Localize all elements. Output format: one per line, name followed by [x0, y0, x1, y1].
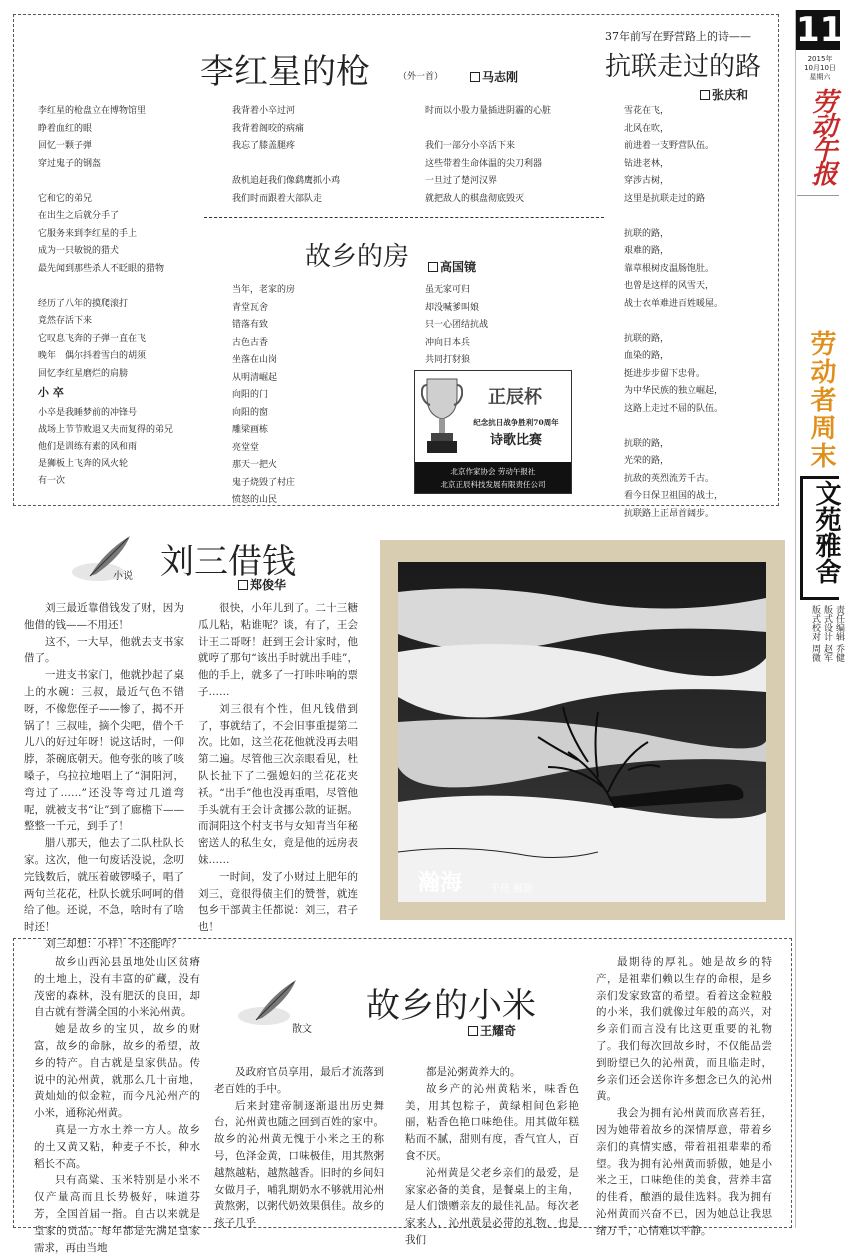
contest-badge: [414, 370, 572, 494]
poem3-column-2: 虽无家可归 却没喊爹叫娘 只一心团结抗战 冲向日本兵 共同打豺狼: [425, 285, 489, 365]
contest-organizers: 北京作家协会 劳动午报社 北京正辰科技发展有限责任公司: [415, 462, 571, 493]
story-column-1: 刘三最近靠借钱发了财，因为他借的钱——不用还！ 这不，一大早，他就去支书家借了。 一进支书家门，他就抄起了桌上的水碗：三叔，最近气色不错呀，不像您侄子——惨了，揭不开锅了！三叔哇，摘个尖吧，借个千儿八的好过年呀！说这话时，一仰脖，茶碗底朝天。他夸张的咳了咳嗓子，乌拉拉地唱上了“洞阳河，弯过了……”还没等弯过几道弯呢，就被支书“让”到了廊檐下——整整一千元，到手了！ 腊八那天，他去了二队杜队长家。这次，他一句废话没说，念叨完钱数后，就压着破锣嗓子，唱了两句兰花花，杜队长就乐呵呵的借给了他。还说，不急，啥时有了啥时还！ 刘三却想：小样！不还能咋？: [24, 602, 184, 950]
story-title: 刘三借钱: [160, 542, 296, 582]
poem1-sub-column: 小卒是我睡梦前的冲锋号 战场上节节败退又夫而复得的弟兄 他们是训练有素的风和雨 是狮板上飞奔的风火轮 有一次: [38, 408, 174, 486]
section-name: 文苑雅舍: [811, 480, 841, 584]
poem3-column-1: 当年，老家的房 青堂瓦舍 错落有致 古色古香 坐落在山岗 从明清崛起 向阳的门 向阳的窗 雕梁画栋 亮堂堂 那天一把火 鬼子烧毁了村庄 愤怒的山民: [232, 285, 296, 505]
essay-column-3: 都是沁粥黄养大的。 故乡产的沁州黄粘米，味香色美，用其包粽子，黄绿相间色彩艳丽，粘香色艳口味绝佳。用其做年糕粘而不腻，甜则有度，香气宜人，百食不厌。 沁州黄是父老乡亲们的最爱，是家家必备的美食，是餐桌上的主角，是人们馈赠亲友的最佳礼品。每次老家来人，沁州黄是必带的礼物，也是我们: [405, 1066, 579, 1246]
poem3-title: 故乡的房: [305, 242, 410, 272]
essay-title: 故乡的小米: [366, 986, 536, 1026]
poem2-kicker: 37年前写在野营路上的诗——: [605, 30, 751, 43]
poem1-title: 李红星的枪: [200, 52, 370, 92]
poem1-subtitle: （外一首）: [398, 72, 444, 82]
contest-name: 正辰杯: [488, 387, 542, 408]
essay-column-2: 及政府官员享用，最后才流落到老百姓的手中。 后来封建帝制逐渐退出历史舞台，沁州黄也随之回到百姓的家中。故乡的沁州黄无愧于小米之王的称号，色泽金黄，口味极佳，用其熬粥越熬越粘，越熬越香。旧时的乡间妇女做月子，哺乳期奶水不够就用沁州黄熬粥，以粥代奶效果俱佳。故乡的孩子几乎: [214, 1066, 384, 1230]
staff-editor: 责任编辑 乔健: [834, 605, 844, 662]
page-number: 11: [796, 10, 844, 50]
photo-credit: 于佳 摄影: [490, 884, 534, 895]
poem2-author: 张庆和: [700, 86, 748, 103]
contest-line1: 纪念抗日战争胜利70周年: [473, 418, 559, 427]
poetry-divider: [204, 217, 604, 218]
paper-logo: 劳动午报: [807, 88, 837, 184]
issue-date: 2015年 10月10日 星期六: [804, 55, 836, 81]
poem1-sub-title: 小 卒: [38, 386, 64, 399]
essay-author: 王耀奇: [468, 1022, 516, 1039]
poem1-author: 马志刚: [470, 68, 518, 85]
poem1-column-3: 时而以小股力量插进阴霾的心脏 我们一部分小卒活下来 这些带着生命体温的尖刀利器 一旦过了楚河汉界 就把敌人的棋盘彻底毁灭: [425, 106, 552, 204]
poem1-column-1: 李红星的枪盘立在博物馆里 睁着血红的眼 回忆一颗子弹 穿过鬼子的钢盔 它和它的弟兄 在出生之后就分手了 它服务来到李红星的手上 成为一只敏锐的猎犬 最先闻到那些杀人不眨眼的猎物 经历了八年的摸爬滚打 竟然存活下来 它叹息飞奔的子弹一直在飞 晚年 偶尔抖着雪白的胡须 回忆李红星磨烂的肩膀: [38, 106, 165, 379]
masthead-rule: [797, 195, 839, 196]
story-author: 郑俊华: [238, 576, 286, 593]
photo-image: [398, 562, 766, 902]
photo-title: 瀚海: [418, 871, 463, 896]
story-genre: 小说: [113, 571, 133, 582]
story-column-2: 很快，小年儿到了。二十三糖瓜儿粘，粘谁呢？谈，有了，王会计王二哥呀！赶到王会计家时，他就哼了那句“该出手时就出手哇”，他的手上，就多了一打咔咔响的票子…… 刘三很有个性，但凡钱借到了，事就结了，不会旧事重提第二次。比如，这兰花花他就没再去唱第二遍。尽管他三次亲眼看见，杜队长扯下了二强媳妇的兰花花夹袄。“出手”他也没再重唱，尽管他手头就有王会计贪挪公款的证据。而洞阳这个村支书与女知青当年秘密送人的私生女，竟是他的远房表妹…… 一时间，发了小财过上肥年的刘三，竟很得债主们的赞誉，就连包乡干部黄主任都说：刘三，君子也！: [198, 602, 358, 934]
poem2-title: 抗联走过的路: [605, 52, 762, 82]
column-name: 劳动者周末: [806, 330, 836, 470]
contest-line2: 诗歌比赛: [489, 433, 542, 448]
right-column-rule: [795, 10, 796, 1228]
trophy-icon: [421, 375, 463, 455]
essay-genre: 散文: [292, 1024, 312, 1035]
essay-column-4: 最期待的厚礼。她是故乡的特产，是祖辈们赖以生存的命根，是乡亲们发家致富的希望。看着这金粒般的小米，我们就像过年般的高兴，对乡亲们而言没有比这更重要的礼物了。我们每次回故乡时，不仅能品尝到盼望已久的沁州黄，而且临走时，乡亲们还会送你许多想念已久的沁州黄。 我会为拥有沁州黄而欣喜若狂，因为她带着故乡的深情厚意，带着乡亲们的真情实感，带着祖祖辈辈的希望。我为拥有沁州黄而骄傲，她是小米之王，口味绝佳的美食，营养丰富的佳肴，酿酒的最佳选料。我为拥有沁州黄而兴奋不已，因为她总让我思绪万千，心情难以平静。: [596, 956, 772, 1237]
staff-proofreader: 版式校对 周微: [810, 605, 820, 662]
poem3-author: 高国镜: [428, 258, 476, 275]
staff-designer: 版式设计 赵军: [822, 605, 832, 662]
photo-frame: [380, 540, 785, 920]
poem2-column: 雪花在飞， 北风在吹， 前进着一支野营队伍。 钻进老林， 穿涉古树， 这里是抗联走过的路 抗联的路， 艰难的路， 靠草根树皮温肠饱肚。 也曾是这样的风雪天， 战士衣单难进百姓暖屋。 抗联的路， 血染的路， 挺进步步留下忠骨。 为中华民族的独立崛起， 这路上走过不屈的队伍。 抗联的路， 光荣的路， 抗敌的英烈流芳千古。 看今日保卫祖国的战士， 抗联路上正昂首阔步。: [624, 106, 724, 519]
essay-column-1: 故乡山西沁县虽地处山区贫瘠的土地上，没有丰富的矿藏，没有茂密的森林，没有肥沃的良田，却自古就有誉满全国的小米沁州黄。 她是故乡的宝贝，故乡的财富，故乡的命脉，故乡的希望，故乡的特产。自古就是皇家供品。传说中的沁州黄，就那么几十亩地，黄灿灿的似金粒，而今凡沁州产的小米，通称沁州黄。 真是一方水土养一方人。故乡的土又黄又粘，种麦子不长，种水稻长不高。 只有高粱、玉米特别是小米不仅产量高而且长势极好，味道芬芳，全国首届一指。自古以来就是皇家的贡品。每年都是先满足皇家需求，再由当地: [34, 956, 200, 1254]
poem1-column-2: 我背着小卒过河 我背着阁咬的病痛 我忘了膝盖腿疼 敌机追赶我们像鹞鹰抓小鸡 我们时而跟着大部队走: [232, 106, 341, 204]
staff-credits: [802, 605, 844, 675]
